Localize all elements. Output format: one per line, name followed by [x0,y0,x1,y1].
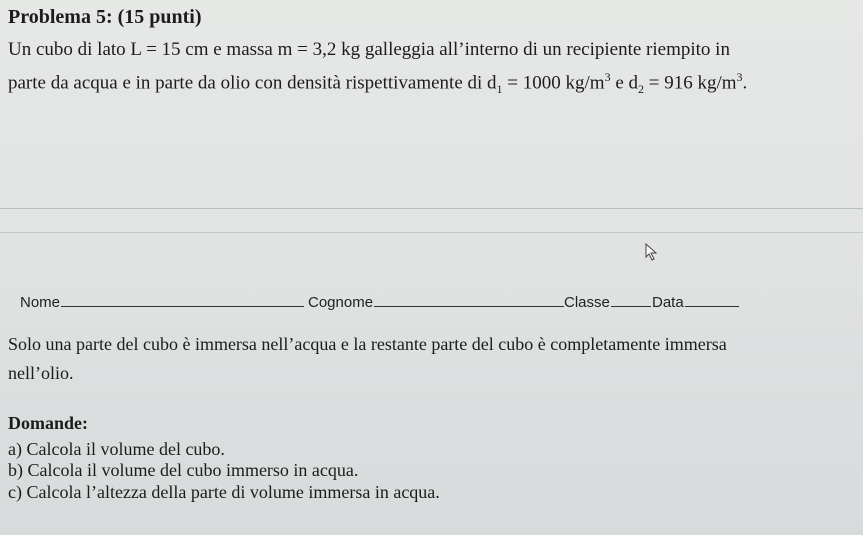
surname-blank[interactable] [374,305,564,307]
problem-title: Problema 5: (15 punti) [8,6,202,28]
name-blank[interactable] [61,305,304,307]
d1-value: = 1000 kg/m [502,72,605,94]
name-field[interactable] [20,294,304,311]
date-field[interactable] [652,294,739,311]
statement-line-1: Solo una parte del cubo è immersa nell’acqua e la restante parte del cubo è completamente immersa [8,334,727,354]
d2-value: = 916 kg/m [644,72,737,94]
question-a: a) Calcola il volume del cubo. [8,439,225,459]
problem-text-line-1: Un cubo di lato L = 15 cm e massa m = 3,2 kg galleggia all’interno di un recipiente riempito in [8,39,730,60]
conjunction: e d [610,72,639,94]
page-divider-top [0,208,863,209]
mouse-cursor-icon [645,243,659,261]
line-2-period: . [742,72,748,94]
question-c: c) Calcola l’altezza della parte di volume immersa in acqua. [8,482,440,502]
question-b: b) Calcola il volume del cubo immerso in acqua. [8,460,359,480]
surname-field[interactable] [308,294,564,311]
d2-subscript: 2 [638,82,645,97]
page-divider-bottom [0,232,863,233]
name-label: Nome [20,294,61,311]
class-field[interactable] [564,294,651,311]
date-label: Data [652,294,684,311]
surname-label: Cognome [308,294,374,311]
d1-exponent: 3 [604,70,611,84]
problem-text-line-2 [8,70,747,97]
date-blank[interactable] [685,305,739,307]
class-blank[interactable] [611,305,651,307]
d1-subscript: 1 [496,82,503,97]
questions-heading: Domande: [8,413,88,433]
d2-exponent: 3 [736,70,743,84]
class-label: Classe [564,294,610,311]
problem-text-line-2-start: parte da acqua e in parte da olio con densità rispettivamente di d [8,72,497,94]
statement-line-2: nell’olio. [8,363,74,383]
